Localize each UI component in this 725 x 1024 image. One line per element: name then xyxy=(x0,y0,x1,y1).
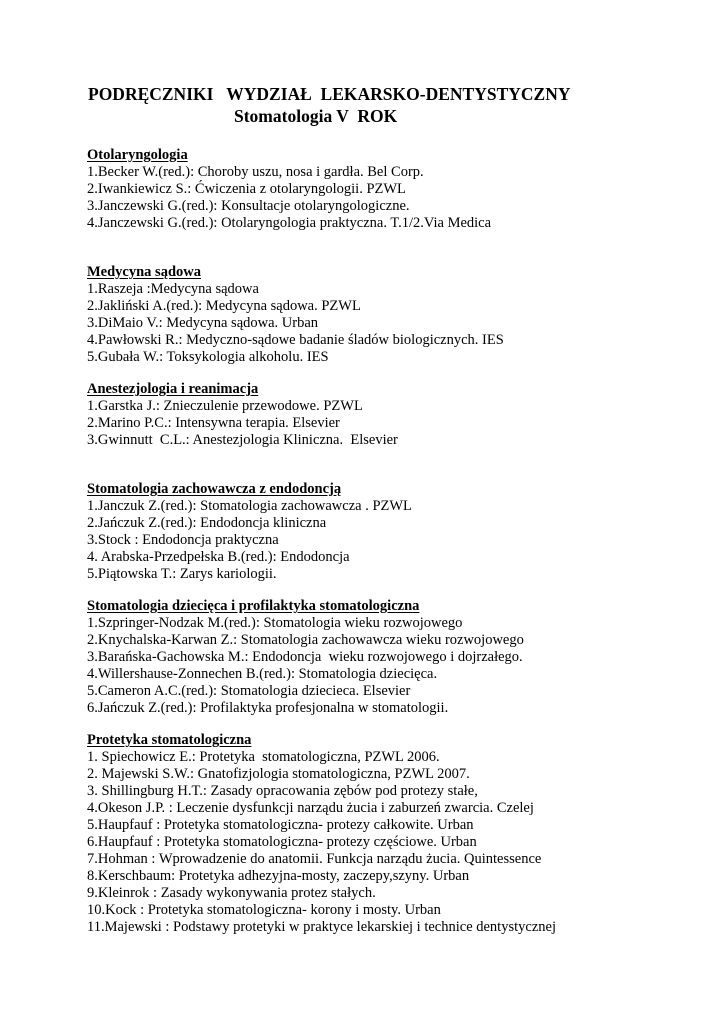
list-item: 4. Arabska-Przedpełska B.(red.): Endodoncja xyxy=(87,549,350,565)
list-item: 3. Shillingburg H.T.: Zasady opracowania zębów pod protezy stałe, xyxy=(87,783,478,799)
list-item: 2.Jańczuk Z.(red.): Endodoncja kliniczna xyxy=(87,515,327,531)
section-heading: Otolaryngologia xyxy=(87,147,188,163)
list-item: 1.Becker W.(red.): Choroby uszu, nosa i gardła. Bel Corp. xyxy=(87,164,424,180)
section-otolaryngologia xyxy=(87,147,707,232)
list-item: 5.Haupfauf : Protetyka stomatologiczna- protezy całkowite. Urban xyxy=(87,817,474,833)
list-item: 9.Kleinrok : Zasady wykonywania protez stałych. xyxy=(87,885,376,901)
list-item: 1.Szpringer-Nodzak M.(red.): Stomatologia wieku rozwojowego xyxy=(87,615,463,631)
list-item: 3.Gwinnutt C.L.: Anestezjologia Kliniczna. Elsevier xyxy=(87,432,398,448)
list-item: 6.Haupfauf : Protetyka stomatologiczna- protezy częściowe. Urban xyxy=(87,834,477,850)
section-heading: Stomatologia dziecięca i profilaktyka stomatologiczna xyxy=(87,598,420,614)
list-item: 3.Barańska-Gachowska M.: Endodoncja wieku rozwojowego i dojrzałego. xyxy=(87,649,523,665)
section-stomatologia-zachowawcza xyxy=(87,481,707,583)
section-anestezjologia xyxy=(87,381,707,449)
book-list xyxy=(87,281,707,366)
list-item: 5.Cameron A.C.(red.): Stomatologia dzieciecа. Elsevier xyxy=(87,683,411,699)
book-list xyxy=(87,164,707,232)
section-protetyka xyxy=(87,732,707,936)
list-item: 4.Pawłowski R.: Medyczno-sądowe badanie śladów biologicznych. IES xyxy=(87,332,504,348)
section-medycyna-sadowa xyxy=(87,264,707,366)
list-item: 2. Majewski S.W.: Gnatofizjologia stomatologiczna, PZWL 2007. xyxy=(87,766,470,782)
list-item: 4.Willershause-Zonnechen B.(red.): Stomatologia dziecięca. xyxy=(87,666,438,682)
list-item: 2.Marino P.C.: Intensywna terapia. Elsevier xyxy=(87,415,340,431)
page-subtitle: Stomatologia V ROK xyxy=(234,106,398,126)
list-item: 1.Janczuk Z.(red.): Stomatologia zachowawcza . PZWL xyxy=(87,498,412,514)
list-item: 3.Janczewski G.(red.): Konsultacje otolaryngologiczne. xyxy=(87,198,410,214)
book-list xyxy=(87,498,707,583)
section-heading: Protetyka stomatologiczna xyxy=(87,732,252,748)
list-item: 8.Kerschbaum: Protetyka adhezyjna-mosty, zaczepy,szyny. Urban xyxy=(87,868,470,884)
list-item: 5.Gubała W.: Toksykologia alkoholu. IES xyxy=(87,349,329,365)
list-item: 6.Jańczuk Z.(red.): Profilaktyka profesjonalna w stomatologii. xyxy=(87,700,449,716)
list-item: 1. Spiechowicz E.: Protetyka stomatologiczna, PZWL 2006. xyxy=(87,749,440,765)
list-item: 2.Jakliński A.(red.): Medycyna sądowa. PZWL xyxy=(87,298,361,314)
list-item: 5.Piątowska T.: Zarys kariologii. xyxy=(87,566,277,582)
section-heading: Medycyna sądowa xyxy=(87,264,201,280)
book-list xyxy=(87,615,707,717)
list-item: 4.Okeson J.P. : Leczenie dysfunkcji narządu żucia i zaburzeń zwarcia. Czelej xyxy=(87,800,534,816)
list-item: 3.DiMaio V.: Medycyna sądowa. Urban xyxy=(87,315,319,331)
list-item: 2.Knychalska-Karwan Z.: Stomatologia zachowawcza wieku rozwojowego xyxy=(87,632,524,648)
section-heading: Stomatologia zachowawcza z endodoncją xyxy=(87,481,342,497)
section-stomatologia-dziecieca xyxy=(87,598,707,717)
list-item: 1.Raszeja :Medycyna sądowa xyxy=(87,281,259,297)
book-list xyxy=(87,749,707,936)
list-item: 1.Garstka J.: Znieczulenie przewodowe. PZWL xyxy=(87,398,363,414)
book-list xyxy=(87,398,707,449)
list-item: 11.Majewski : Podstawy protetyki w praktyce lekarskiej i technice dentystycznej xyxy=(87,919,556,935)
section-heading: Anestezjologia i reanimacja xyxy=(87,381,259,397)
list-item: 10.Kock : Protetyka stomatologiczna- korony i mosty. Urban xyxy=(87,902,441,918)
list-item: 4.Janczewski G.(red.): Otolaryngologia praktyczna. T.1/2.Via Medica xyxy=(87,215,492,231)
list-item: 7.Hohman : Wprowadzenie do anatomii. Funkcja narządu żucia. Quintessence xyxy=(87,851,542,867)
page-title: PODRĘCZNIKI WYDZIAŁ LEKARSKO-DENTYSTYCZNY xyxy=(88,84,571,104)
list-item: 3.Stock : Endodoncja praktyczna xyxy=(87,532,279,548)
list-item: 2.Iwankiewicz S.: Ćwiczenia z otolaryngologii. PZWL xyxy=(87,181,406,197)
